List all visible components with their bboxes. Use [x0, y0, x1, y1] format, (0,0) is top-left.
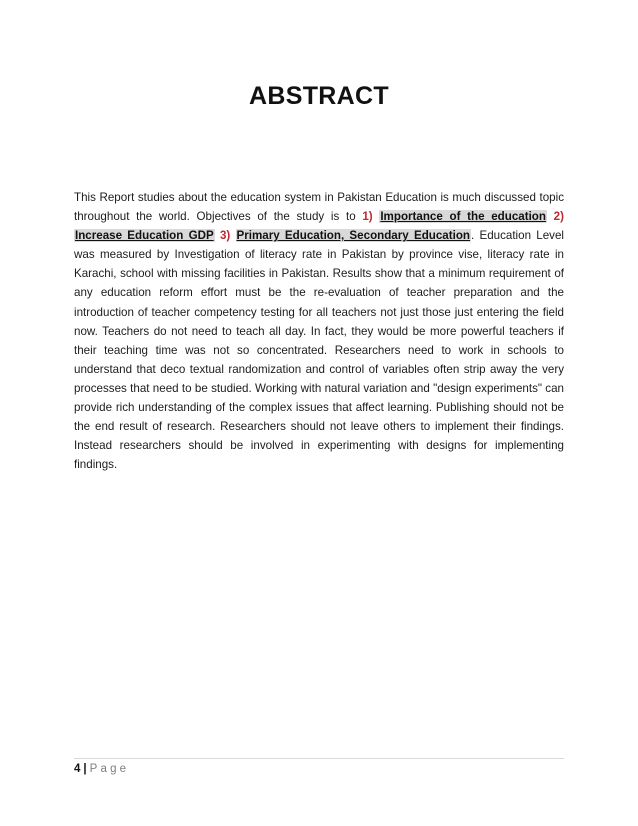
- abstract-rest-text: . Education Level was measured by Investigation of literacy rate in Pakistan by province vise, literacy rate in Karachi, school with missing facilities in Pakistan. Results show that a minimum requirement of any education reform effort must be the re-evaluation of teacher preparation and the introduction of teacher competency testing for all teachers not just those just entering the field now. Teachers do not need to teach all day. In fact, they would be more powerful teachers if their teaching time was not so concentrated. Researchers need to work in schools to understand that deco textual randomization and control of variables often strip away the very processes that need to be studied. Working with natural variation and "design experiments" can provide rich understanding of the complex issues that affect learning. Publishing should not be the end result of research. Researchers should not leave others to implement their findings. Instead researchers should be involved in experimenting with designs for implementing findings.: [74, 229, 564, 472]
- objective-text: Primary Education, Secondary Education: [236, 229, 470, 243]
- objective-text: Importance of the education: [380, 210, 546, 224]
- page-label: Page: [89, 763, 130, 775]
- page-title: ABSTRACT: [249, 82, 389, 110]
- objective-number: 1): [362, 210, 373, 224]
- page-number: 4: [74, 763, 81, 775]
- abstract-paragraph: [74, 188, 564, 474]
- page-footer: [74, 763, 129, 775]
- footer-separator: |: [83, 763, 87, 775]
- objective-number: 3): [219, 229, 231, 243]
- abstract-intro-text: This Report studies about the education system in Pakistan Education is much discussed topic throughout the world. Objectives of the study is to: [74, 191, 564, 224]
- objective-number: 2): [553, 210, 564, 224]
- footer-divider: [74, 758, 564, 759]
- objective-text: Increase Education GDP: [75, 229, 214, 243]
